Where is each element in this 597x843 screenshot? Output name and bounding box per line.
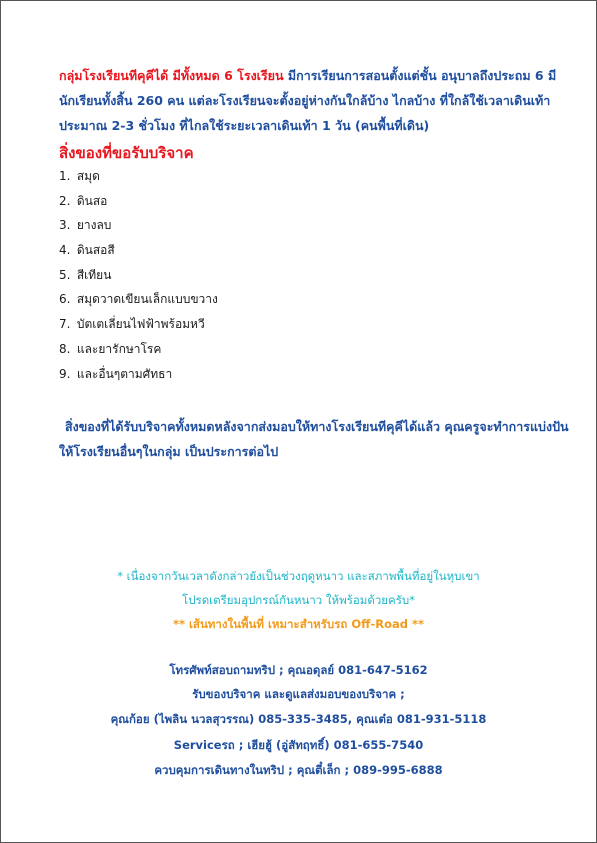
item-number: 9. [59,366,71,381]
list-item [59,362,218,387]
item-number: 1. [59,169,71,183]
list-item [59,189,218,214]
list-item [59,213,218,238]
item-number: 8. [59,341,71,356]
intro-paragraph [59,63,569,138]
list-item [59,263,218,288]
list-item [59,238,218,263]
contact-car-service: Serviceรถ ; เฮียฮู้ (อู่สัทฤทธิ์) 081-655-7540 [173,738,424,752]
item-text: สมุด [76,169,100,183]
contact-donation-receive: รับของบริจาค และดูแลส่งมอบของบริจาค ; [192,687,405,701]
list-item [59,337,218,362]
offroad-note: ** เส้นทางในพื้นที่ เหมาะสำหรับรถ Off-Road ** [172,617,425,631]
contact-trip-info: โทรศัพท์สอบถามทริป ; คุณอดุลย์ 081-647-5162 [169,663,428,677]
list-item [59,164,218,189]
contact-donation-persons: คุณก้อย (ไพลิน นวลสุวรรณ) 085-335-3485, คุณเต๋อ 081-931-5118 [110,712,487,726]
item-number: 6. [59,292,71,307]
intro-highlight: กลุ่มโรงเรียนทีคุคีได้ มีทั้งหมด 6 โรงเรียน [59,68,284,83]
distribution-text: สิ่งของที่ได้รับบริจาคทั้งหมดหลังจากส่งมอบให้ทางโรงเรียนทีคุคีได้แล้ว คุณครูจะทำการแบ่งปันให้โรงเรียนอื่นๆในกลุ่ม เป็นประการต่อไป [59,419,569,459]
item-number: 4. [59,243,71,258]
donation-list [59,164,218,386]
item-number: 2. [59,193,71,208]
item-text: บัตเตเลี่ยนไฟฟ้าพร้อมหวี [76,317,205,332]
item-number: 7. [59,317,71,332]
donation-heading: สิ่งของที่ขอรับบริจาค [59,144,194,162]
distribution-paragraph [59,414,569,464]
winter-note-line2: โปรดเตรียมอุปกรณ์กันหนาว ให้พร้อมด้วยครับ* [182,593,415,607]
item-text: ยางลบ [76,218,112,233]
intro-text: มีการเรียนการสอนตั้งแต่ชั้น อนุบาลถึงประถม 6 มีนักเรียนทั้งสิ้น 260 คน แต่ละโรงเรียนจะตั้งอยู่ห่างกันใกล้บ้าง ไกลบ้าง ที่ใกล้ใช้เวลาเดินเท้าประมาณ 2-3 ชั่วโมง ที่ไกลใช้ระยะเวลาเดินเท้า 1 วัน (คนพื้นที่เดิน) [59,68,557,133]
item-text: และยารักษาโรค [76,341,162,356]
item-text: ดินสอสี [76,243,115,258]
list-item [59,312,218,337]
item-number: 3. [59,218,71,233]
item-number: 5. [59,267,71,282]
item-text: ดินสอ [76,193,108,208]
winter-note-line1: * เนื่องจากวันเวลาดังกล่าวยังเป็นช่วงฤดูหนาว และสภาพพื้นที่อยู่ในหุบเขา [117,569,480,583]
list-item [59,287,218,312]
item-text: สีเทียน [76,267,112,282]
item-text: สมุดวาดเขียนเล็กแบบขวาง [76,292,218,307]
contact-trip-control: ควบคุมการเดินทางในทริป ; คุณตี๋เล็ก ; 089-995-6888 [154,763,443,777]
item-text: และอื่นๆตามศัทธา [76,366,173,381]
